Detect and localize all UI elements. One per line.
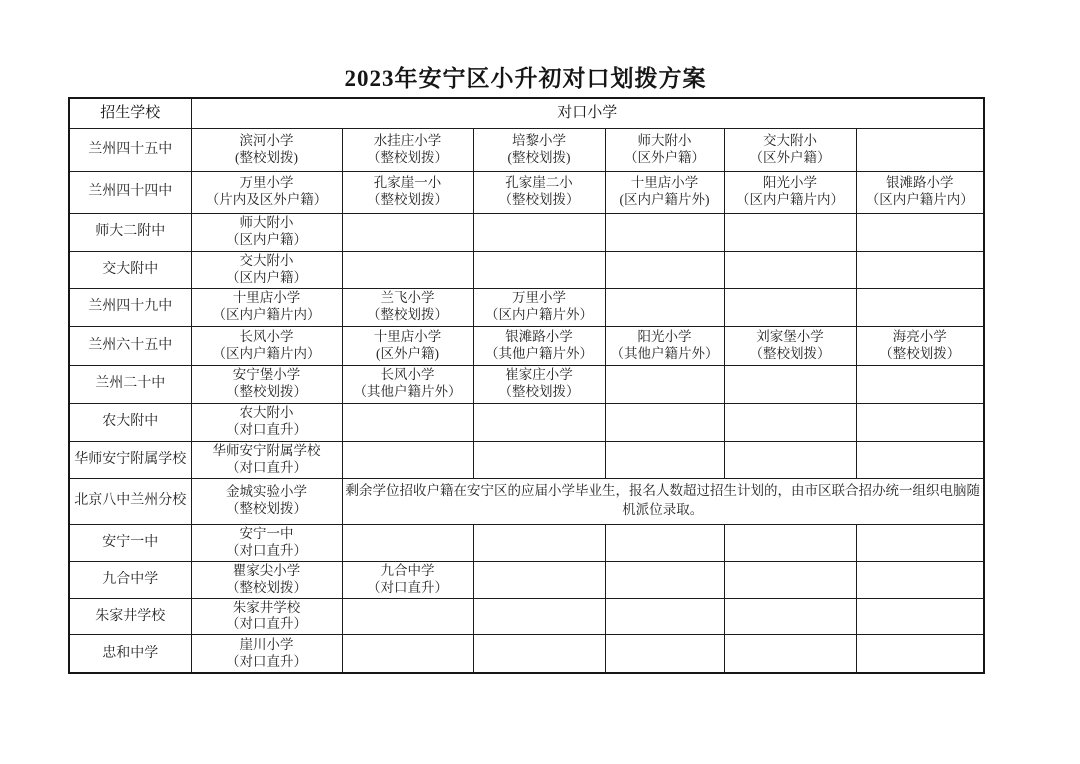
table-row [69,441,984,478]
merged-note-cell: 剩余学位招收户籍在安宁区的应届小学毕业生，报名人数超过招生计划的，由市区联合招办统一组织电脑随机派位录取。 [342,478,984,524]
table-row [69,128,984,171]
primary-school-note: （片内及区外户籍） [205,192,328,207]
primary-school-cell [191,326,342,365]
school-cell: 兰州六十五中 [69,326,191,365]
primary-school-cell [342,561,473,598]
empty-cell [856,598,984,635]
empty-cell [856,635,984,673]
table-header-row [69,98,984,128]
primary-school-note: （其他户籍片外） [610,345,719,361]
primary-school-name: 九合中学 [380,562,435,578]
primary-school-note: （区内户籍片内） [212,345,321,361]
school-cell: 师大二附中 [69,213,191,251]
primary-school-note: （区内户籍片外） [485,307,593,322]
primary-school-note: （对口直升） [226,459,307,475]
primary-school-cell [856,326,984,365]
primary-school-note: （整校划拨） [498,192,580,207]
primary-school-note: （对口直升） [226,542,307,558]
empty-cell [856,288,984,326]
primary-school-cell [342,326,473,365]
primary-school-cell [473,128,605,171]
empty-cell [724,213,856,251]
primary-school-name: 金城实验小学 [226,484,307,500]
empty-cell [605,598,724,635]
primary-school-name: 刘家堡小学 [756,328,824,344]
table-row [69,251,984,288]
primary-school-cell [191,171,342,213]
primary-school-note: （整校划拨） [226,501,307,516]
primary-school-note: （区外户籍） [624,149,705,165]
primary-school-cell [724,171,856,213]
primary-school-name: 十里店小学 [630,175,699,191]
empty-cell [724,561,856,598]
primary-school-cell [191,213,342,251]
empty-cell [605,213,724,251]
primary-school-name: 阳光小学 [763,175,817,191]
empty-cell [342,251,473,288]
empty-cell [473,251,605,288]
empty-cell [605,524,724,561]
empty-cell [473,561,605,598]
table-row [69,635,984,673]
empty-cell [605,365,724,403]
primary-school-cell [191,598,342,635]
table-row [69,365,984,403]
table-row [69,213,984,251]
primary-school-name: 滨河小学 [239,132,294,148]
header-school-column: 招生学校 [69,98,191,128]
empty-cell [856,128,984,171]
school-cell: 兰州四十九中 [69,288,191,326]
empty-cell [473,524,605,561]
table-row [69,561,984,598]
primary-school-name: 万里小学 [239,175,294,191]
primary-school-note: （区内户籍片内） [212,307,321,322]
empty-cell [342,403,473,441]
primary-school-note: （区内户籍片内） [865,192,974,207]
school-cell: 兰州四十五中 [69,128,191,171]
primary-school-cell [191,478,342,524]
empty-cell [724,635,856,673]
school-cell: 华师安宁附属学校 [69,441,191,478]
primary-school-cell [473,326,605,365]
empty-cell [473,441,605,478]
empty-cell [856,365,984,403]
primary-school-cell [473,171,605,213]
primary-school-name: 师大附小 [239,215,294,231]
primary-school-note: （区外户籍） [749,149,831,165]
table-row [69,171,984,213]
primary-school-name: 安宁一中 [239,525,294,541]
empty-cell [856,403,984,441]
empty-cell [473,213,605,251]
empty-cell [724,365,856,403]
school-cell: 北京八中兰州分校 [69,478,191,524]
primary-school-note: （整校划拨） [367,307,448,322]
primary-school-note: （其他户籍片外） [485,345,593,361]
primary-school-note: （整校划拨） [749,345,831,361]
primary-school-note: （整校划拨） [498,384,580,399]
empty-cell [605,561,724,598]
primary-school-note: （整校划拨） [367,192,448,207]
primary-school-cell [191,365,342,403]
empty-cell [856,441,984,478]
header-primary-column: 对口小学 [191,98,984,128]
primary-school-name: 阳光小学 [637,328,692,344]
empty-cell [473,635,605,673]
empty-cell [342,635,473,673]
primary-school-name: 师大附小 [637,132,692,148]
primary-school-cell [342,128,473,171]
primary-school-note: （其他户籍片外） [353,384,462,399]
primary-school-note: （对口直升） [367,579,448,595]
primary-school-note: （整校划拨） [367,149,448,165]
primary-school-name: 农大附小 [239,405,294,421]
primary-school-name: 华师安宁附属学校 [212,442,321,458]
primary-school-name: 海亮小学 [892,328,947,344]
allocation-table [68,97,985,674]
primary-school-cell [342,288,473,326]
primary-school-note: （区内户籍） [226,269,307,285]
empty-cell [724,251,856,288]
primary-school-name: 十里店小学 [373,328,442,344]
primary-school-name: 水挂庄小学 [373,132,442,148]
primary-school-note: （整校划拨） [879,345,961,361]
primary-school-cell [191,403,342,441]
primary-school-name: 朱家井学校 [232,599,301,615]
empty-cell [342,441,473,478]
empty-cell [724,403,856,441]
empty-cell [473,598,605,635]
primary-school-cell [724,128,856,171]
primary-school-cell [191,288,342,326]
primary-school-name: 交大附小 [763,132,817,148]
school-cell: 朱家井学校 [69,598,191,635]
primary-school-name: 兰飞小学 [380,290,435,306]
primary-school-name: 十里店小学 [232,290,301,306]
primary-school-name: 瞿家尖小学 [232,562,301,578]
empty-cell [856,213,984,251]
primary-school-note: (区内户籍片外) [619,192,710,207]
primary-school-cell [191,635,342,673]
primary-school-note: (整校划拨) [507,149,571,165]
empty-cell [342,598,473,635]
primary-school-cell [856,171,984,213]
primary-school-note: （整校划拨） [226,384,307,399]
empty-cell [856,561,984,598]
school-cell: 九合中学 [69,561,191,598]
empty-cell [605,635,724,673]
primary-school-name: 万里小学 [512,290,566,306]
primary-school-note: （对口直升） [226,653,307,669]
primary-school-cell [191,441,342,478]
primary-school-name: 长风小学 [380,367,435,383]
empty-cell [605,251,724,288]
primary-school-cell [191,251,342,288]
primary-school-name: 孔家崖一小 [373,175,442,191]
primary-school-note: （整校划拨） [226,579,307,595]
primary-school-name: 交大附小 [239,252,294,268]
empty-cell [342,524,473,561]
primary-school-name: 银滩路小学 [505,328,573,344]
primary-school-name: 长风小学 [239,328,294,344]
school-cell: 交大附中 [69,251,191,288]
table-row [69,524,984,561]
table-row [69,326,984,365]
empty-cell [724,288,856,326]
primary-school-note: (整校划拨) [235,149,298,165]
school-cell: 兰州二十中 [69,365,191,403]
primary-school-name: 培黎小学 [512,132,566,148]
primary-school-note: （对口直升） [226,422,307,437]
empty-cell [856,251,984,288]
primary-school-name: 崔家庄小学 [505,367,573,383]
school-cell: 兰州四十四中 [69,171,191,213]
empty-cell [724,524,856,561]
primary-school-name: 崖川小学 [239,636,294,652]
primary-school-cell [191,561,342,598]
school-cell: 忠和中学 [69,635,191,673]
empty-cell [724,441,856,478]
primary-school-cell [191,524,342,561]
primary-school-cell [724,326,856,365]
empty-cell [605,403,724,441]
page-title: 2023年安宁区小升初对口划拨方案 [344,66,707,91]
empty-cell [605,441,724,478]
empty-cell [342,213,473,251]
primary-school-cell [342,365,473,403]
empty-cell [605,288,724,326]
table-row [69,478,984,524]
empty-cell [724,598,856,635]
primary-school-note: （对口直升） [226,616,307,632]
primary-school-note: (区外户籍) [376,345,439,361]
table-row [69,598,984,635]
primary-school-name: 银滩路小学 [886,175,954,191]
table-row [69,288,984,326]
table-row [69,403,984,441]
primary-school-cell [605,326,724,365]
primary-school-cell [605,128,724,171]
primary-school-cell [605,171,724,213]
primary-school-cell [342,171,473,213]
primary-school-cell [473,288,605,326]
primary-school-cell [473,365,605,403]
primary-school-cell [191,128,342,171]
primary-school-name: 孔家崖二小 [505,175,573,191]
primary-school-name: 安宁堡小学 [232,367,301,383]
school-cell: 安宁一中 [69,524,191,561]
empty-cell [856,524,984,561]
school-cell: 农大附中 [69,403,191,441]
primary-school-note: （区内户籍） [226,232,307,247]
primary-school-note: （区内户籍片内） [736,192,844,207]
empty-cell [473,403,605,441]
